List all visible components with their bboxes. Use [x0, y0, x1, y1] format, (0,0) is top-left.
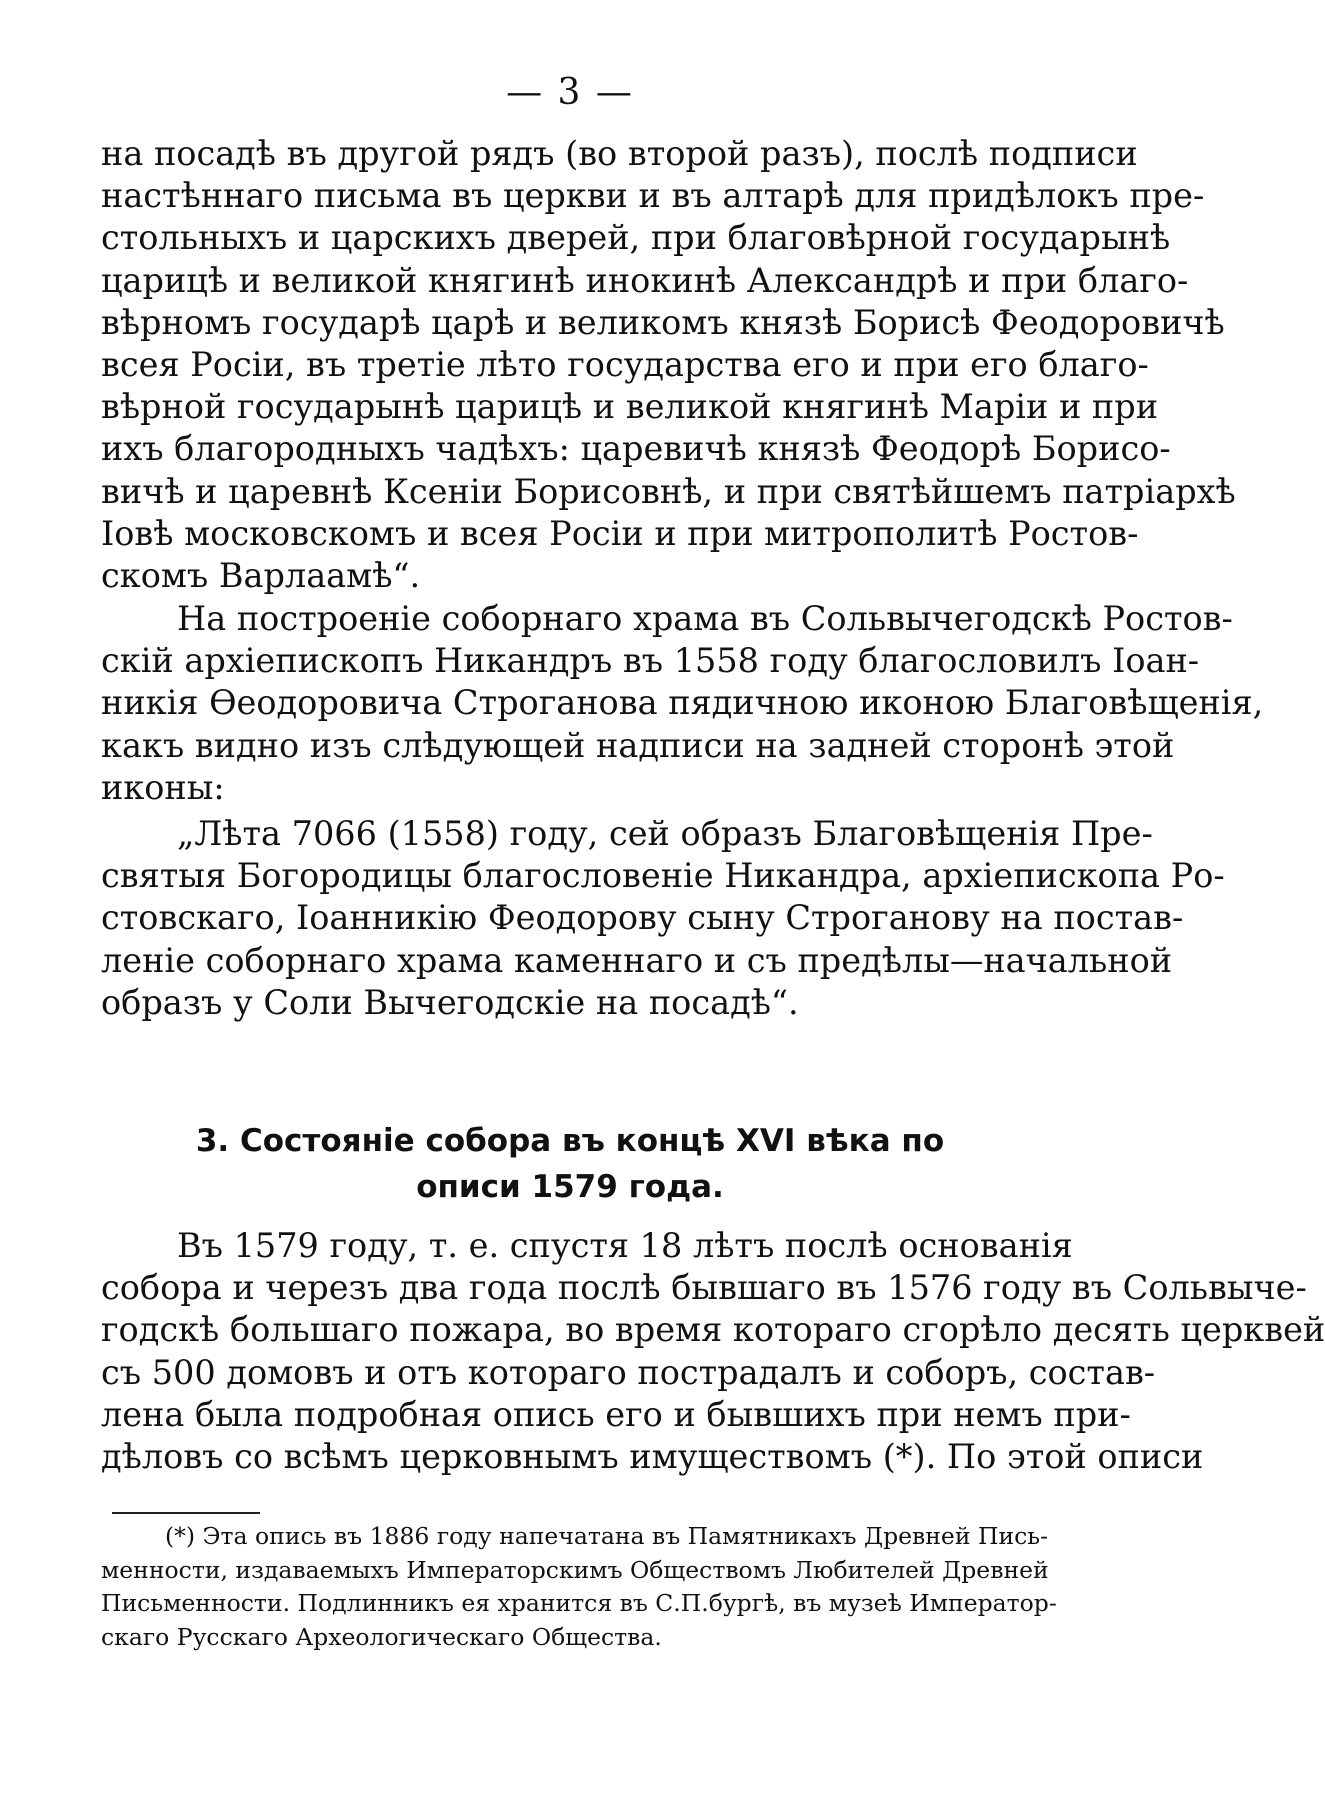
text-line: иконы: [101, 767, 225, 807]
text-line: лена была подробная опись его и бывшихъ при немъ при- [101, 1394, 1131, 1434]
text-line: Въ 1579 году, т. е. спустя 18 лѣтъ послѣ основанія [177, 1226, 1073, 1265]
text-line: стольныхъ и царскихъ дверей, при благовѣрной государынѣ [101, 218, 1171, 258]
footnote-line: Письменности. Подлинникъ ея хранится въ С.П.бургѣ, въ музеѣ Император- [101, 1589, 1057, 1617]
text-line: вѣрной государынѣ царицѣ и великой княгинѣ Маріи и при [101, 387, 1159, 427]
text-line: стовскаго, Іоанникію Феодорову сыну Строганову на постав- [101, 898, 1184, 938]
text-line: скомъ Варлаамѣ“. [101, 556, 421, 596]
text-line: на посадѣ въ другой рядъ (во второй разъ), послѣ подписи [101, 134, 1138, 173]
text-line: На построеніе соборнаго храма въ Сольвычегодскѣ Ростов- [177, 599, 1233, 638]
section-heading [101, 1118, 1039, 1210]
footnote-line: скаго Русскаго Археологическаго Общества. [101, 1622, 662, 1651]
text-line: скій архіепископъ Никандръ въ 1558 году благословилъ Іоан- [101, 641, 1200, 681]
section-heading-line-1: 3. Состояніе собора въ концѣ XVI вѣка по [195, 1123, 945, 1159]
text-line: годскѣ большаго пожара, во время котораго сгорѣло десять церквей [101, 1310, 1325, 1350]
text-line: всея Росіи, въ третіе лѣто государства его и при его благо- [101, 345, 1149, 385]
text-line: леніе соборнаго храма каменнаго и съ предѣлы—начальной [101, 940, 1173, 980]
text-line: дѣловъ со всѣмъ церковнымъ имуществомъ (*). По этой описи [101, 1437, 1204, 1477]
text-line: вѣрномъ государѣ царѣ и великомъ князѣ Борисѣ Феодоровичѣ [101, 302, 1225, 342]
page-number: — 3 — [506, 72, 634, 113]
text-line: Іовѣ московскомъ и всея Росіи и при митрополитѣ Ростов- [101, 513, 1139, 553]
section-heading-line-2: описи 1579 года. [416, 1169, 724, 1205]
footnote-line: менности, издаваемыхъ Императорскимъ Обществомъ Любителей Древней [101, 1555, 1049, 1584]
text-line: ихъ благородныхъ чадѣхъ: царевичѣ князѣ Феодорѣ Борисо- [101, 429, 1171, 469]
footnote [101, 1520, 1057, 1654]
text-line: „Лѣта 7066 (1558) году, сей образъ Благовѣщенія Пре- [177, 814, 1153, 853]
text-line: какъ видно изъ слѣдующей надписи на задней сторонѣ этой [101, 725, 1175, 765]
footnote-line: (*) Эта опись въ 1886 году напечатана въ Памятникахъ Древней Пись- [165, 1522, 1049, 1550]
paragraph-1 [101, 133, 1236, 597]
text-line: собора и черезъ два года послѣ бывшаго въ 1576 году въ Сольвыче- [101, 1268, 1307, 1308]
inscription-quote [101, 813, 1225, 1024]
text-line: никія Өеодоровича Строганова пядичною иконою Благовѣщенія, [101, 683, 1264, 723]
text-line: царицѣ и великой княгинѣ инокинѣ Александрѣ и при благо- [101, 260, 1189, 300]
text-line: святыя Богородицы благословеніе Никандра, архіепископа Ро- [101, 856, 1225, 896]
footnote-rule [112, 1512, 260, 1514]
text-line: настѣннаго письма въ церкви и въ алтарѣ для придѣлокъ пре- [101, 176, 1205, 216]
text-line: образъ у Соли Вычегодскіе на посадѣ“. [101, 982, 799, 1022]
text-line: съ 500 домовъ и отъ котораго пострадалъ и соборъ, состав- [101, 1352, 1156, 1392]
text-line: вичѣ и царевнѣ Ксеніи Борисовнѣ, и при святѣйшемъ патріархѣ [101, 471, 1236, 511]
paragraph-3 [101, 1225, 1325, 1478]
paragraph-2 [101, 598, 1264, 809]
